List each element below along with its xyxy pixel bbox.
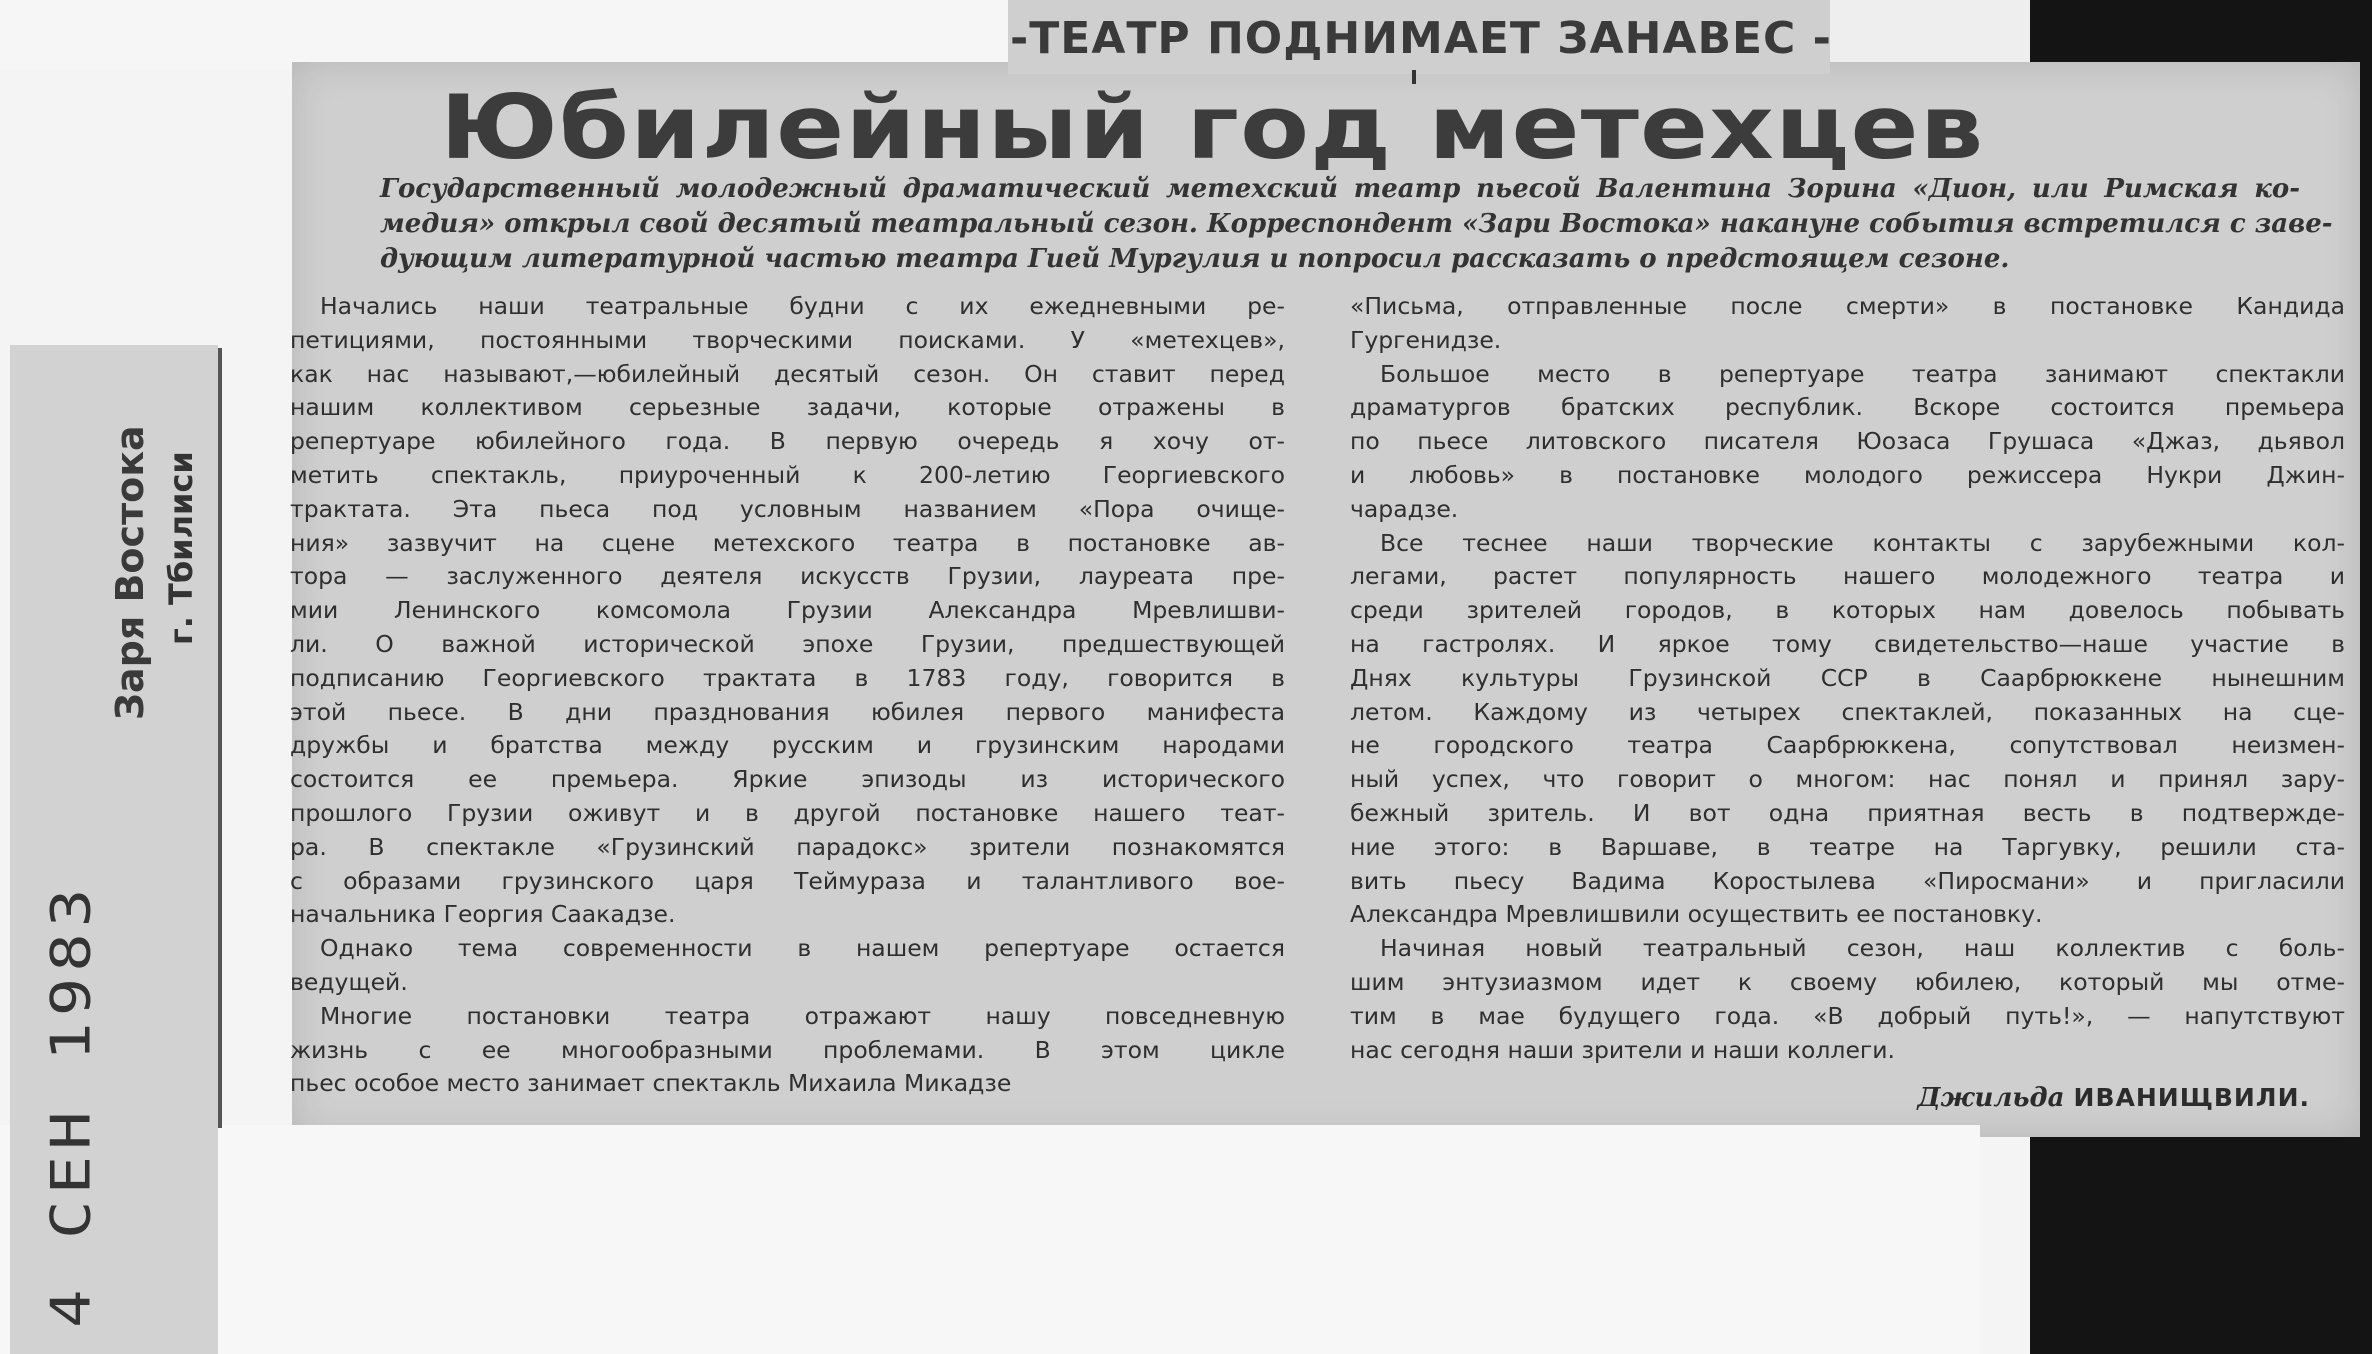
article-line: вить пьесу Вадима Коростылева «Пиросмани» и пригласили bbox=[1350, 866, 2345, 895]
article-line: Днях культуры Грузинской ССР в Саарбрюккене нынешним bbox=[1350, 663, 2345, 692]
article-line: Начались наши театральные будни с их ежедневными ре- bbox=[320, 292, 1285, 320]
article-line: Начиная новый театральный сезон, наш коллектив с боль- bbox=[1380, 934, 2345, 963]
backing-paper bbox=[0, 0, 1010, 70]
article-line: Многие постановки театра отражают нашу повседневную bbox=[320, 1001, 1285, 1030]
article-line: шим энтузиазмом идет к своему юбилею, который мы отме- bbox=[1350, 967, 2345, 996]
article-line: ведущей. bbox=[290, 967, 408, 996]
article-line: тим в мае будущего года. «В добрый путь!», — напутствуют bbox=[1350, 1001, 2345, 1030]
article-line: нас сегодня наши зрители и наши коллеги. bbox=[1350, 1035, 1895, 1064]
article-line: метить спектакль, приуроченный к 200-летию Георгиевского bbox=[290, 460, 1285, 489]
article-line: бежный зритель. И вот одна приятная весть в подтвержде- bbox=[1350, 798, 2345, 827]
article-line: не городского театра Саарбрюккена, сопутствовал неизмен- bbox=[1350, 731, 2345, 760]
article-line: пьес особое место занимает спектакль Михаила Микадзе bbox=[290, 1069, 1012, 1098]
article-line: Гургенидзе. bbox=[1350, 325, 1502, 354]
lead-line: Государственный молодежный драматический метехский театр пьесой Валентина Зорина «Дион, или Римская ко- bbox=[380, 174, 2300, 204]
column-rule bbox=[218, 348, 222, 1128]
article-headline: Юбилейный год метехцев bbox=[440, 76, 1985, 179]
article-line: трактата. Эта пьеса под условным названием «Пора очище- bbox=[290, 494, 1285, 523]
article-line: дружбы и братства между русским и грузинским народами bbox=[290, 731, 1285, 760]
article-line: как нас называют,—юбилейный десятый сезон. Он ставит перед bbox=[290, 359, 1285, 388]
article-line: ние этого: в Варшаве, в театре на Таргувку, решили ста- bbox=[1350, 832, 2345, 861]
article-line: мии Ленинского комсомола Грузии Александра Мревлишви- bbox=[290, 596, 1285, 625]
article-line: и любовь» в постановке молодого режиссера Нукри Джин- bbox=[1350, 460, 2345, 489]
article-line: среди зрителей городов, в которых нам довелось побывать bbox=[1350, 596, 2345, 625]
article-line: начальника Георгия Саакадзе. bbox=[290, 900, 676, 929]
article-lead bbox=[380, 172, 2333, 282]
article-line: ный успех, что говорит о многом: нас понял и принял зару- bbox=[1350, 765, 2345, 794]
article-column-2 bbox=[1350, 290, 2345, 1120]
author-first-name: Джильда bbox=[1917, 1083, 2065, 1113]
article-line: прошлого Грузии оживут и в другой постановке нашего теат- bbox=[290, 798, 1285, 827]
article-line: с образами грузинского царя Теймураза и талантливого воe- bbox=[290, 866, 1285, 895]
article-line: репертуаре юбилейного года. В первую очередь я хочу от- bbox=[290, 427, 1285, 456]
rubric-heading: -ТЕАТР ПОДНИМАЕТ ЗАНАВЕС - bbox=[1010, 13, 1832, 64]
author-surname: ИВАНИЩВИЛИ. bbox=[2073, 1083, 2310, 1112]
article-line: «Письма, отправленные после смерти» в постановке Кандида bbox=[1350, 292, 2345, 320]
article-line: на гастролях. И яркое тому свидетельство—наше участие в bbox=[1350, 629, 2345, 658]
article-line: ния» зазвучит на сцене метехского театра в постановке ав- bbox=[290, 528, 1285, 557]
article-line: нашим коллективом серьезные задачи, которые отражены в bbox=[290, 393, 1285, 422]
article-line: состоится ее премьера. Яркие эпизоды из исторического bbox=[290, 765, 1285, 794]
article-line: легами, растет популярность нашего молодежного театра и bbox=[1350, 562, 2345, 591]
article-line: Все теснее наши творческие контакты с зарубежными кол- bbox=[1380, 528, 2345, 557]
article-line: подписанию Георгиевского трактата в 1783 году, говорится в bbox=[290, 663, 1285, 692]
backing-paper bbox=[0, 1125, 1980, 1354]
article-line: Однако тема современности в нашем репертуаре остается bbox=[320, 934, 1285, 963]
lead-line: медия» открыл свой десятый театральный сезон. Корреспондент «Зари Востока» накануне события встретился с заве- bbox=[380, 209, 2333, 239]
article-line: петициями, постоянными творческими поисками. У «метехцев», bbox=[290, 325, 1285, 354]
article-line: ра. В спектакле «Грузинский парадокс» зрители познакомятся bbox=[290, 832, 1285, 861]
author-signature bbox=[1900, 1080, 2310, 1116]
article-line: летом. Каждому из четырех спектаклей, показанных на сце- bbox=[1350, 697, 2345, 726]
article-line: тора — заслуженного деятеля искусств Грузии, лауреата пре- bbox=[290, 562, 1285, 591]
article-line: чарадзе. bbox=[1350, 494, 1459, 523]
lead-line: дующим литературной частью театра Гией Мургулия и попросил рассказать о предстоящем сезоне. bbox=[380, 244, 2010, 274]
article-line: драматургов братских республик. Вскоре состоится премьера bbox=[1350, 393, 2345, 422]
article-column-1 bbox=[290, 290, 1285, 1120]
article-line: по пьесе литовского писателя Юозаса Грушаса «Джаз, дьявол bbox=[1350, 427, 2345, 456]
article-line: этой пьесе. В дни празднования юбилея первого манифеста bbox=[290, 697, 1285, 726]
article-line: жизнь с ее многообразными проблемами. В этом цикле bbox=[290, 1035, 1285, 1064]
article-line: Александра Мревлишвили осуществить ее постановку. bbox=[1350, 900, 2043, 929]
article-line: Большое место в репертуаре театра занимают спектакли bbox=[1380, 359, 2345, 388]
article-line: ли. О важной исторической эпохе Грузии, предшествующей bbox=[290, 629, 1285, 658]
